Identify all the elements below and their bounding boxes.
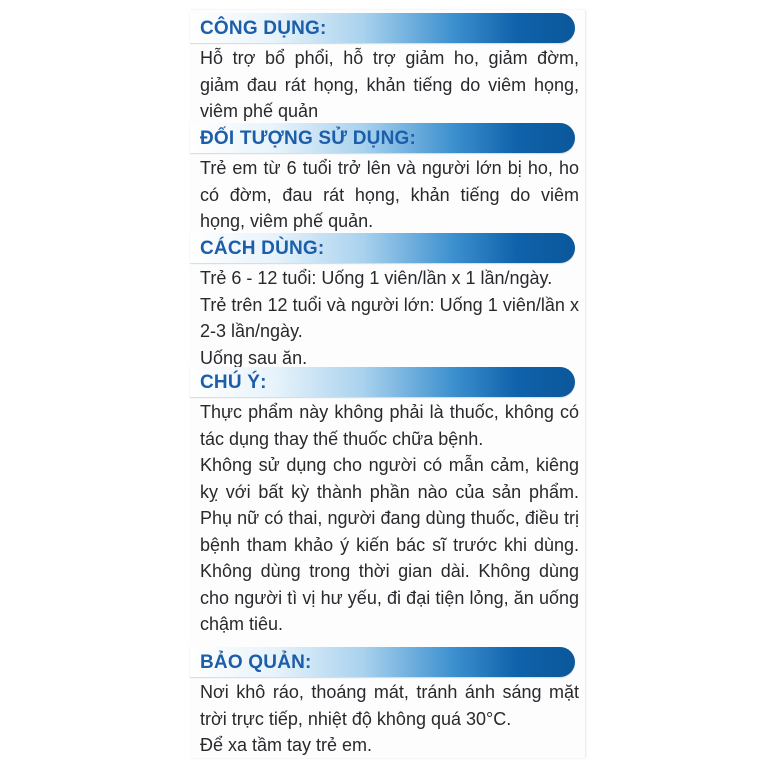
section-body (190, 153, 585, 235)
section-cach-dung (190, 233, 585, 371)
section-paragraph: Thực phẩm này không phải là thuốc, không có tác dụng thay thế thuốc chữa bệnh. (200, 402, 579, 449)
section-title: BẢO QUẢN: (200, 652, 312, 673)
section-header (190, 13, 575, 43)
section-body (190, 263, 585, 371)
package-label-panel (190, 10, 585, 758)
section-header (190, 647, 575, 677)
section-title: CÔNG DỤNG: (200, 18, 327, 39)
section-header (190, 123, 575, 153)
section-bao-quan (190, 647, 585, 759)
section-doi-tuong (190, 123, 585, 235)
section-cong-dung (190, 13, 585, 125)
section-header (190, 367, 575, 397)
section-title: CHÚ Ý: (200, 372, 267, 393)
section-body (190, 677, 585, 759)
section-title: CÁCH DÙNG: (200, 238, 325, 259)
section-paragraph: Trẻ em từ 6 tuổi trở lên và người lớn bị ho, ho có đờm, đau rát họng, khản tiếng do viêm họng, viêm phế quản. (200, 158, 579, 231)
section-paragraph: Hỗ trợ bổ phổi, hỗ trợ giảm ho, giảm đờm, giảm đau rát họng, khản tiếng do viêm họng, viêm phế quản (200, 48, 579, 121)
section-body (190, 43, 585, 125)
section-chu-y (190, 367, 585, 638)
section-paragraph: Trẻ 6 - 12 tuổi: Uống 1 viên/lần x 1 lần/ngày. (200, 268, 553, 288)
section-paragraph: Uống sau ăn. (200, 347, 308, 368)
section-paragraph: Để xa tầm tay trẻ em. (200, 735, 373, 755)
section-header (190, 233, 575, 263)
section-body (190, 397, 585, 638)
section-paragraph: Không sử dụng cho người có mẫn cảm, kiêng kỵ với bất kỳ thành phần nào của sản phẩm. Phụ nữ có thai, người đang dùng thuốc, điều trị bệnh tham khảo ý kiến bác sĩ trước khi dùng. Không dùng trong thời gian dài. Không dùng cho người tì vị hư yếu, đi đại tiện lỏng, ăn uống chậm tiêu. (200, 455, 579, 634)
section-paragraph: Trẻ trên 12 tuổi và người lớn: Uống 1 viên/lần x 2-3 lần/ngày. (200, 294, 579, 341)
section-title: ĐỐI TƯỢNG SỬ DỤNG: (200, 128, 416, 149)
section-paragraph: Nơi khô ráo, thoáng mát, tránh ánh sáng mặt trời trực tiếp, nhiệt độ không quá 30°C. (200, 682, 579, 729)
